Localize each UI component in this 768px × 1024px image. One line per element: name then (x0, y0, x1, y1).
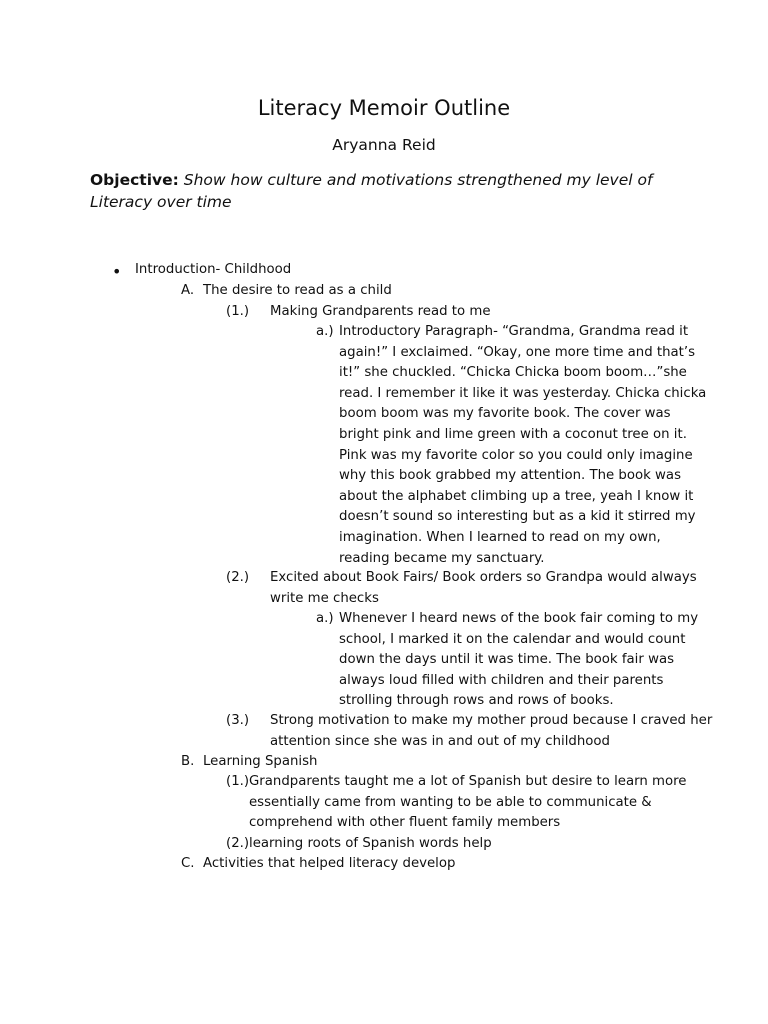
item-a1-paragraph (339, 322, 706, 569)
paragraph-line: about the alphabet climbing up a tree, yeah I know it (339, 488, 694, 504)
paragraph-line: why this book grabbed my attention. The book was (339, 468, 682, 484)
item-line: Excited about Book Fairs/ Book orders so Grandpa would always (270, 570, 697, 585)
section-b-marker: B. (181, 754, 195, 769)
paragraph-line: again!” I exclaimed. “Okay, one more time and that’s (339, 344, 696, 360)
paragraph-line: always loud filled with children and their parents (339, 672, 664, 688)
item-a2-marker: (2.) (226, 570, 250, 585)
item-a3-text (270, 711, 712, 752)
item-a1-marker: (1.) (226, 304, 250, 319)
paragraph-line: bright pink and lime green with a coconut tree on it. (339, 426, 687, 442)
objective-text: Show how culture and motivations strengthened my level of Literacy over time (90, 171, 653, 211)
item-a2-text (270, 568, 697, 609)
item-a3-marker: (3.) (226, 713, 250, 728)
section-c-marker: C. (181, 856, 195, 871)
paragraph-line: boom boom was my favorite book. The cover was (339, 406, 671, 422)
outline-introduction: Introduction- Childhood (135, 262, 292, 277)
paragraph-line: it!” she chuckled. “Chicka Chicka boom boom…”she (339, 365, 687, 381)
item-line: write me checks (270, 590, 379, 606)
section-c-title: Activities that helped literacy develop (203, 856, 456, 871)
item-line: comprehend with other fluent family members (249, 815, 561, 831)
item-a1-text: Making Grandparents read to me (270, 304, 491, 319)
objective-statement (90, 169, 690, 213)
objective-label: Objective: (90, 171, 179, 189)
paragraph-line: school, I marked it on the calendar and would count (339, 631, 686, 647)
paragraph-line: down the days until it was time. The book fair was (339, 652, 675, 668)
paragraph-line: doesn’t sound so interesting but as a kid it stirred my (339, 509, 696, 525)
item-a1-sub-marker: a.) (316, 324, 334, 339)
section-b-title: Learning Spanish (203, 754, 318, 769)
item-a2-paragraph (339, 609, 698, 712)
section-a-title: The desire to read as a child (203, 283, 392, 298)
paragraph-line: strolling through rows and rows of books. (339, 693, 614, 709)
item-b1-text (249, 772, 686, 834)
author-name: Aryanna Reid (332, 136, 436, 154)
paragraph-line: Whenever I heard news of the book fair coming to my (339, 611, 699, 626)
item-line: essentially came from wanting to be able to communicate & (249, 794, 652, 810)
item-line: Grandparents taught me a lot of Spanish but desire to learn more (249, 774, 687, 789)
document-title: Literacy Memoir Outline (257, 96, 511, 120)
paragraph-line: reading became my sanctuary. (339, 550, 545, 566)
item-line: attention since she was in and out of my childhood (270, 733, 610, 749)
paragraph-line: Introductory Paragraph- “Grandma, Grandma read it (339, 324, 689, 339)
item-b1-marker: (1.) (226, 774, 250, 789)
paragraph-line: Pink was my favorite color so you could only imagine (339, 447, 693, 463)
bullet-icon: • (112, 262, 122, 281)
item-b2-marker: (2.) (226, 836, 250, 851)
paragraph-line: imagination. When I learned to read on my own, (339, 529, 661, 545)
item-a2-sub-marker: a.) (316, 611, 334, 626)
paragraph-line: read. I remember it like it was yesterday. Chicka chicka (339, 385, 707, 401)
item-b2-text: learning roots of Spanish words help (249, 836, 492, 851)
section-a-marker: A. (181, 283, 195, 298)
item-line: Strong motivation to make my mother proud because I craved her (270, 713, 713, 728)
